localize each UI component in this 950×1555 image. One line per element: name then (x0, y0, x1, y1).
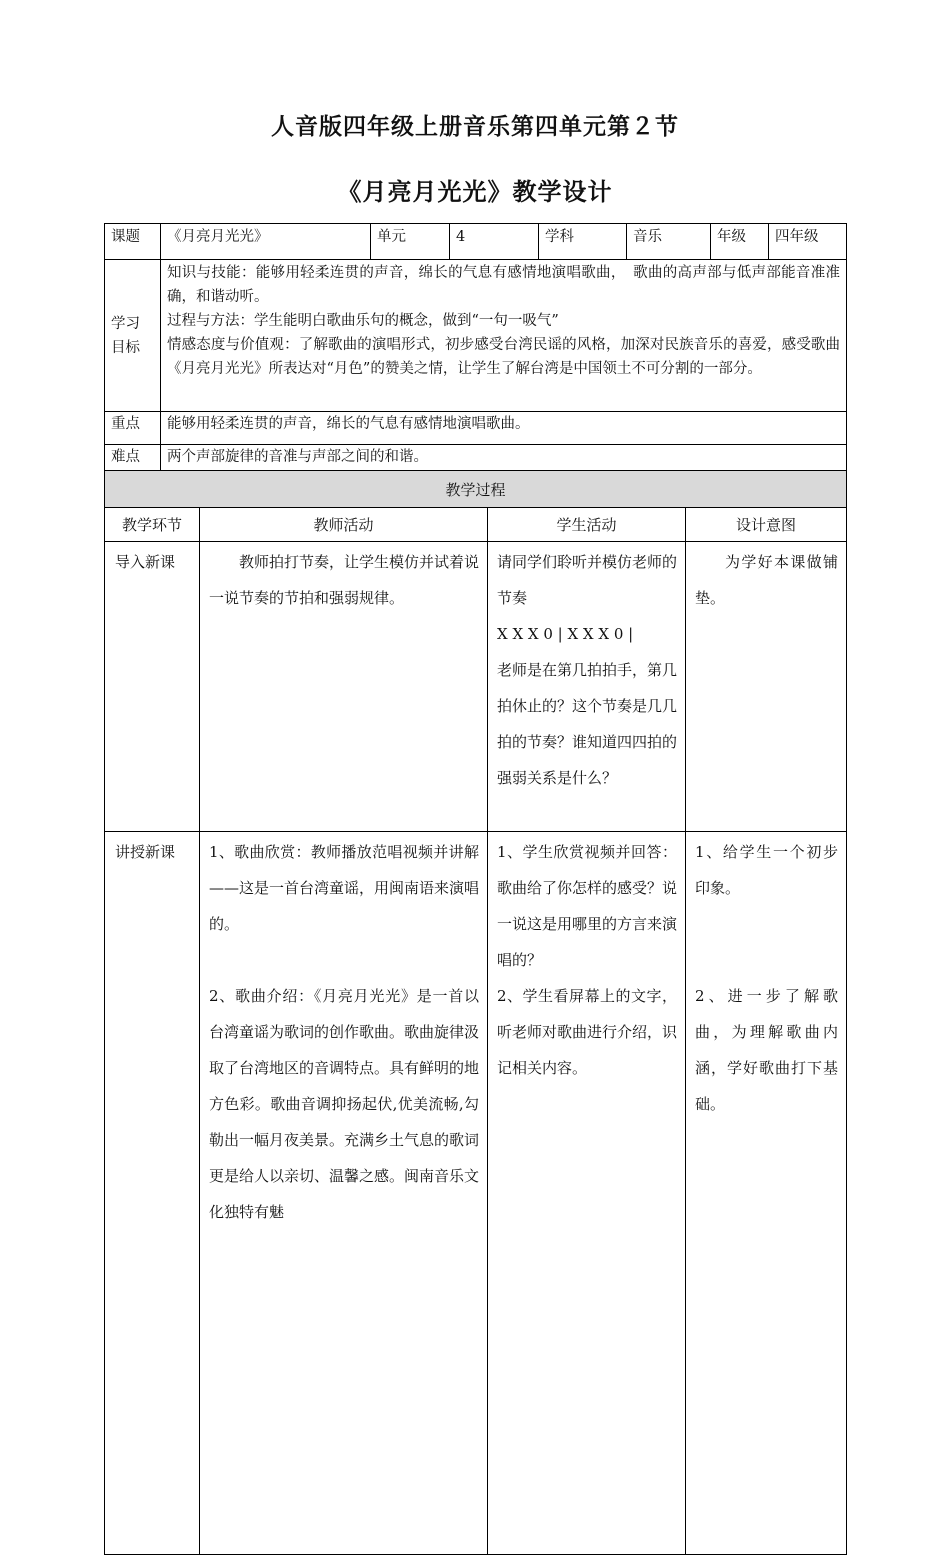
stage-cell: 导入新课 (105, 542, 200, 832)
rhythm-notation: X X X 0 | X X X 0 | (497, 625, 634, 643)
goals-label: 学习目标 (105, 260, 161, 412)
student-activity-text: 2、学生看屏幕上的文字，听老师对歌曲进行介绍，识记相关内容。 (497, 987, 678, 1077)
unit-value: 4 (450, 224, 539, 260)
student-activity-text: 1、学生欣赏视频并回答：歌曲给了你怎样的感受？说一说这是用哪里的方言来演唱的？ (497, 843, 678, 969)
column-header-teacher: 教师活动 (200, 508, 488, 542)
info-row (105, 224, 847, 260)
paragraph-spacer (209, 942, 479, 978)
column-header-stage: 教学环节 (105, 508, 200, 542)
process-header-row (105, 471, 847, 508)
goals-row (105, 260, 847, 412)
topic-label: 课题 (105, 224, 161, 260)
design-intent-cell (686, 542, 847, 832)
column-header-row (105, 508, 847, 542)
goal-process: 过程与方法：学生能明白歌曲乐句的概念，做到“一句一吸气” (167, 313, 559, 329)
teacher-activity-text: 教师拍打节奏，让学生模仿并试着说一说节奏的节拍和强弱规律。 (209, 553, 480, 607)
design-intent-cell (686, 832, 847, 1555)
subject-value: 音乐 (627, 224, 711, 260)
goal-knowledge: 知识与技能：能够用轻柔连贯的声音，绵长的气息有感情地演唱歌曲， 歌曲的高声部与低声部能音准准确，和谐动听。 (167, 265, 840, 305)
grade-value: 四年级 (769, 224, 847, 260)
difficulty-value: 两个声部旋律的音准与声部之间的和谐。 (161, 445, 847, 478)
column-header-student: 学生活动 (488, 508, 686, 542)
teacher-activity-cell (200, 542, 488, 832)
design-intent-text: 为学好本课做铺垫。 (695, 553, 839, 607)
table-row (105, 832, 847, 1555)
paragraph-spacer (695, 906, 838, 978)
key-value: 能够用轻柔连贯的声音，绵长的气息有感情地演唱歌曲。 (161, 412, 847, 445)
difficulty-label: 难点 (105, 445, 161, 478)
teacher-activity-cell (200, 832, 488, 1555)
student-activity-cell (488, 542, 686, 832)
goals-content (161, 260, 847, 412)
teaching-process-table (104, 470, 847, 1555)
stage-cell: 讲授新课 (105, 832, 200, 1555)
teacher-activity-text: 1、歌曲欣赏：教师播放范唱视频并讲解——这是一首台湾童谣，用闽南语来演唱的。 (209, 843, 480, 933)
student-activity-text: 请同学们聆听并模仿老师的节奏 (497, 553, 678, 607)
design-intent-text: 2、进一步了解歌曲，为理解歌曲内涵，学好歌曲打下基础。 (695, 987, 839, 1113)
subject-label: 学科 (539, 224, 627, 260)
student-activity-text: 老师是在第几拍拍手，第几拍休止的？这个节奏是几几拍的节奏？谁知道四四拍的强弱关系是什么？ (497, 661, 678, 787)
key-row (105, 412, 847, 445)
grade-label: 年级 (711, 224, 769, 260)
page-subtitle: 《月亮月光光》教学设计 (337, 178, 613, 206)
lesson-info-table (104, 223, 847, 478)
process-header: 教学过程 (105, 471, 847, 508)
unit-label: 单元 (371, 224, 450, 260)
column-header-intent: 设计意图 (686, 508, 847, 542)
topic-value: 《月亮月光光》 (161, 224, 371, 260)
page-title: 人音版四年级上册音乐第四单元第２节 (271, 114, 679, 140)
teacher-activity-text: 2、歌曲介绍：《月亮月光光》是一首以台湾童谣为歌词的创作歌曲。歌曲旋律汲取了台湾地区的音调特点。具有鲜明的地方色彩。歌曲音调抑扬起伏,优美流畅,勾勒出一幅月夜美景。充满乡土气息的歌词更是给人以亲切、温馨之感。闽南音乐文化独特有魅 (209, 987, 480, 1221)
table-row (105, 542, 847, 832)
key-label: 重点 (105, 412, 161, 445)
design-intent-text: 1、给学生一个初步印象。 (695, 843, 839, 897)
student-activity-cell (488, 832, 686, 1555)
goal-emotion: 情感态度与价值观：了解歌曲的演唱形式，初步感受台湾民谣的风格，加深对民族音乐的喜爱，感受歌曲《月亮月光光》所表达对“月色”的赞美之情，让学生了解台湾是中国领土不可分割的一部分。 (167, 337, 840, 377)
